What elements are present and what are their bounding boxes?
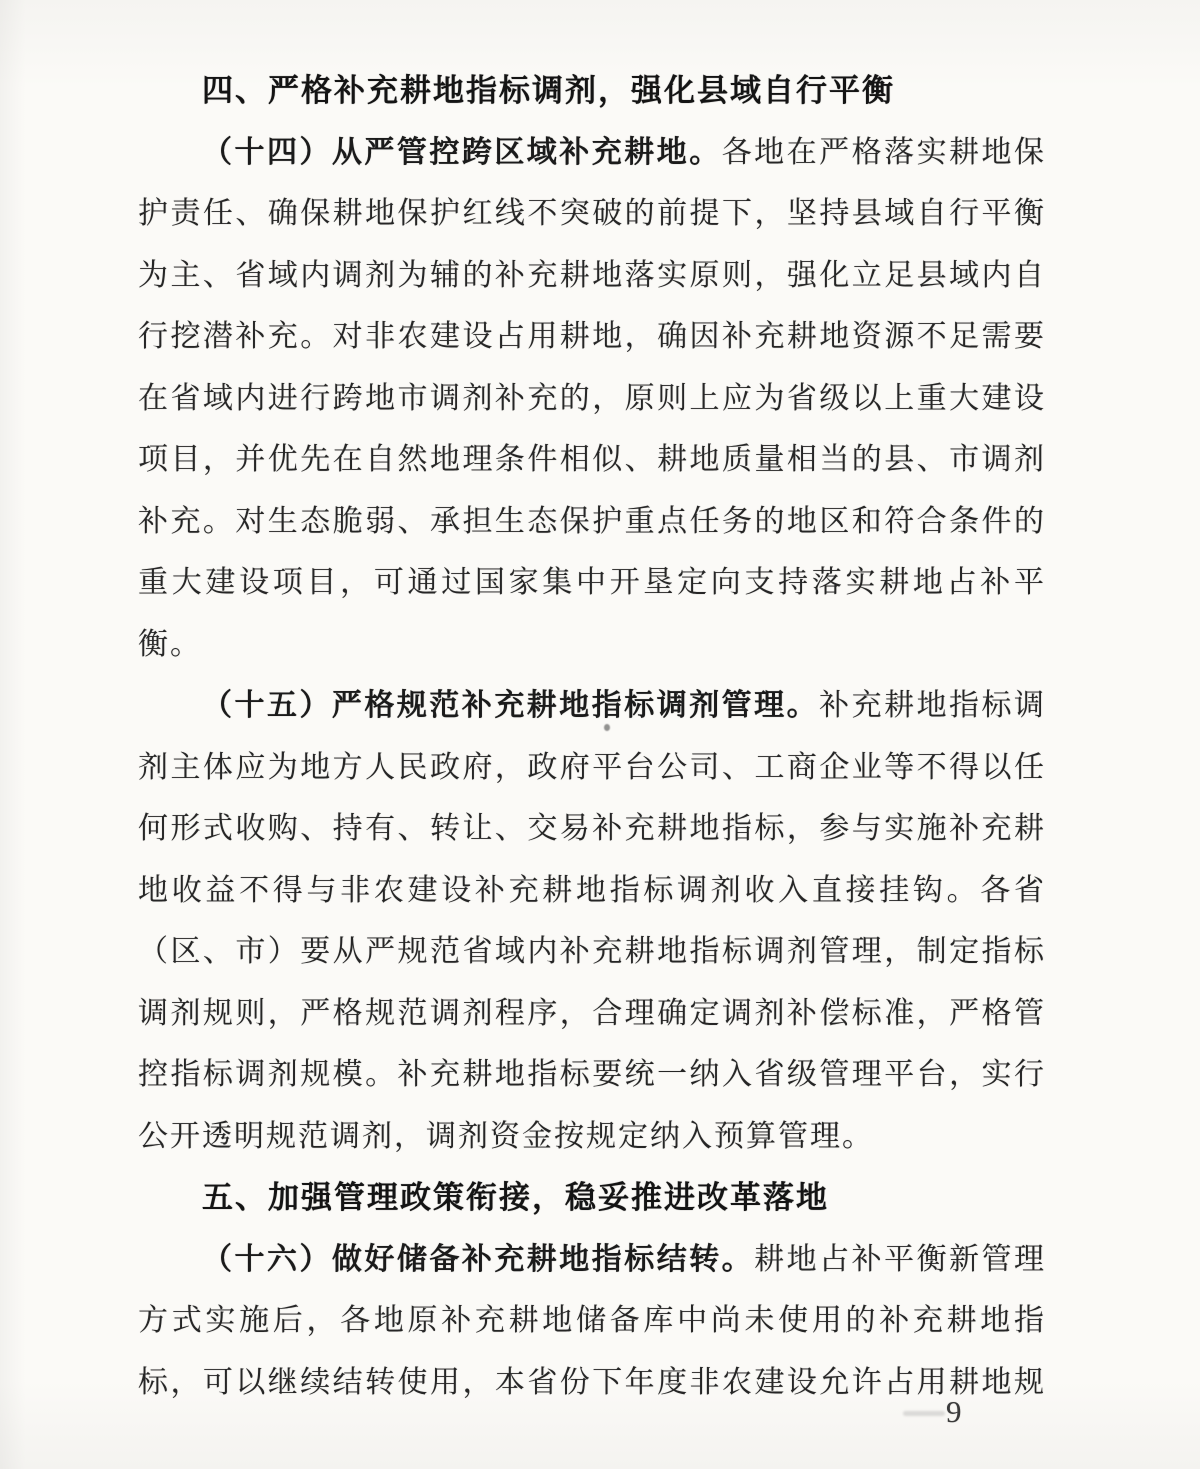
line-text: 各地在严格落实耕地保 [721,135,1047,169]
line-text: 何形式收购、持有、转让、交易补充耕地指标，参与实施补充耕 [138,812,1046,845]
para-14-line [138,614,1046,676]
line-text: 方式实施后，各地原补充耕地储备库中尚未使用的补充耕地指 [138,1304,1046,1337]
para-14-line [138,429,1046,491]
para-15-line [138,798,1046,860]
paragraph-lead: （十四）从严管控跨区域补充耕地。 [202,135,722,169]
para-15-line [138,983,1046,1045]
paragraph-lead: （十五）严格规范补充耕地指标调剂管理。 [202,689,820,722]
para-14-line [138,491,1046,553]
line-text: 地收益不得与非农建设补充耕地指标调剂收入直接挂钩。各省 [138,873,1046,907]
line-text: 调剂规则，严格规范调剂程序，合理确定调剂补偿标准，严格管 [138,996,1046,1030]
heading-text: 四、严格补充耕地指标调剂，强化县域自行平衡 [202,73,895,108]
para-14-line [138,552,1046,614]
paragraph-lead: （十六）做好储备补充耕地指标结转。 [202,1242,755,1276]
line-text: 标，可以继续结转使用，本省份下年度非农建设允许占用耕地规 [138,1365,1046,1399]
section-heading-4 [138,60,1046,122]
para-14-line [138,245,1046,307]
line-text: 控指标调剂规模。补充耕地指标要统一纳入省级管理平台，实行 [138,1058,1046,1091]
line-text: 项目，并优先在自然地理条件相似、耕地质量相当的县、市调剂 [138,443,1046,476]
line-text: 在省域内进行跨地市调剂补充的，原则上应为省级以上重大建设 [138,381,1046,415]
para-16-line [138,1229,1046,1291]
page-number: 9 [946,1394,962,1429]
para-15-line [138,737,1046,799]
line-text: 耕地占补平衡新管理 [754,1242,1047,1276]
page-content [138,60,1046,1413]
para-15-line [138,1106,1046,1168]
line-text: 行挖潜补充。对非农建设占用耕地，确因补充耕地资源不足需要 [138,320,1046,353]
line-text: 重大建设项目，可通过国家集中开垦定向支持落实耕地占补平 [138,566,1046,599]
scan-speck [604,724,610,731]
para-15-line [138,860,1046,922]
line-text: 为主、省域内调剂为辅的补充耕地落实原则，强化立足县域内自 [138,258,1046,292]
line-text: 护责任、确保耕地保护红线不突破的前提下，坚持县域自行平衡 [138,197,1046,230]
line-text: 衡。 [138,627,202,661]
heading-text: 五、加强管理政策衔接，稳妥推进改革落地 [202,1180,829,1215]
section-heading-5 [138,1167,1046,1229]
para-16-line [138,1290,1046,1352]
line-text: 公开透明规范调剂，调剂资金按规定纳入预算管理。 [138,1119,874,1153]
line-text: 剂主体应为地方人民政府，政府平台公司、工商企业等不得以任 [138,750,1046,784]
para-15-line [138,921,1046,983]
para-15-line [138,1044,1046,1106]
para-15-line [138,675,1046,737]
para-14-line [138,122,1046,184]
scan-smudge [903,1411,945,1416]
para-14-line [138,306,1046,368]
para-14-line [138,183,1046,245]
line-text: 补充。对生态脆弱、承担生态保护重点任务的地区和符合条件的 [138,504,1046,538]
line-text: （区、市）要从严规范省域内补充耕地指标调剂管理，制定指标 [138,935,1046,968]
para-16-line [138,1352,1046,1414]
para-14-line [138,368,1046,430]
line-text: 补充耕地指标调 [819,689,1047,722]
